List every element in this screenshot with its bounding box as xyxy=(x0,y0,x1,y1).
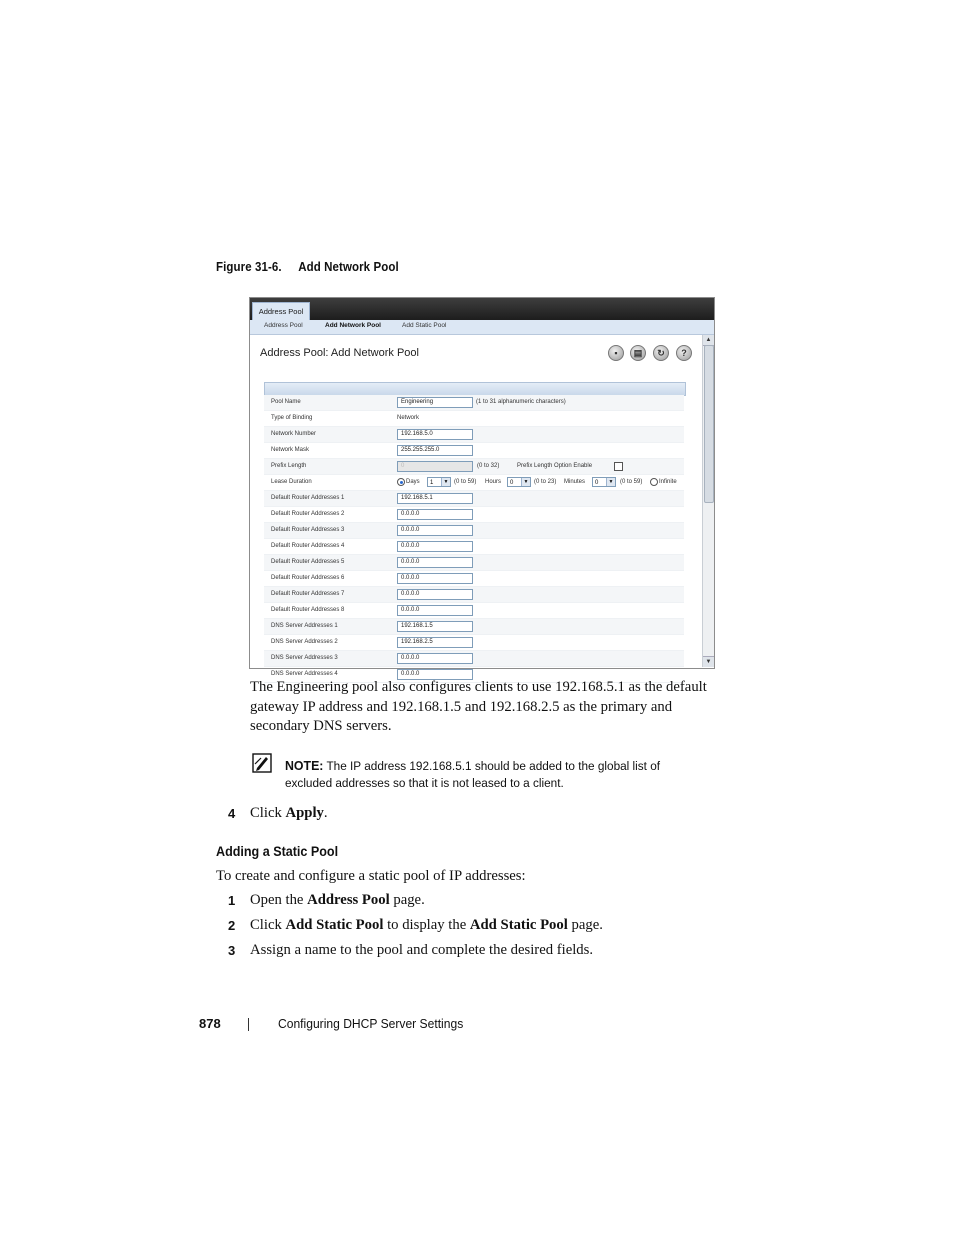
row-router-8 xyxy=(264,603,684,619)
form-table xyxy=(264,395,684,683)
step-number: 2 xyxy=(228,918,236,933)
router-2-input[interactable]: 0.0.0.0 xyxy=(397,509,473,520)
step-text: Open the Address Pool page. xyxy=(250,892,425,908)
footer-divider xyxy=(248,1018,249,1031)
pool-name-hint: (1 to 31 alphanumeric characters) xyxy=(476,399,566,405)
row-router-1 xyxy=(264,491,684,507)
router-6-input[interactable]: 0.0.0.0 xyxy=(397,573,473,584)
note-label: NOTE: xyxy=(285,758,324,773)
lease-minutes-range: (0 to 59) xyxy=(620,479,643,485)
prefix-length-label: Prefix Length xyxy=(271,463,307,469)
scroll-up-icon[interactable]: ▲ xyxy=(703,335,714,346)
pool-name-label: Pool Name xyxy=(271,399,301,405)
body-paragraph: The Engineering pool also configures clients to use 192.168.5.1 as the default gateway IP address and 192.168.1.5 and 192.168.2.5 as the primary and secondary DNS servers. xyxy=(250,679,707,734)
row-dns-2 xyxy=(264,635,684,651)
lease-hours-value: 0 xyxy=(510,480,514,486)
subtab-address-pool[interactable]: Address Pool xyxy=(264,322,303,329)
tab-address-pool[interactable]: Address Pool xyxy=(252,302,310,321)
row-network-mask xyxy=(264,443,684,459)
network-mask-input[interactable]: 255.255.255.0 xyxy=(397,445,473,456)
row-router-7 xyxy=(264,587,684,603)
refresh-icon[interactable]: ↻ xyxy=(653,345,669,361)
router-6-label: Default Router Addresses 6 xyxy=(271,575,345,581)
dns-1-label: DNS Server Addresses 1 xyxy=(271,623,338,629)
row-network-number xyxy=(264,427,684,443)
figure-caption: Figure 31-6. Add Network Pool xyxy=(216,260,399,274)
binding-value: Network xyxy=(397,415,420,421)
prefix-length-input[interactable]: 0 xyxy=(397,461,473,472)
save-icon[interactable]: ▪ xyxy=(608,345,624,361)
row-router-5 xyxy=(264,555,684,571)
router-5-label: Default Router Addresses 5 xyxy=(271,559,345,565)
router-4-label: Default Router Addresses 4 xyxy=(271,543,345,549)
print-icon[interactable]: ▤ xyxy=(630,345,646,361)
vertical-scrollbar[interactable] xyxy=(702,335,714,667)
row-router-2 xyxy=(264,507,684,523)
step-text: Click Add Static Pool to display the Add Static Pool page. xyxy=(250,917,603,933)
top-bar xyxy=(250,298,714,320)
lease-days-label: Days xyxy=(406,479,420,485)
row-lease-duration xyxy=(264,475,684,491)
note-body: The IP address 192.168.5.1 should be added to the global list of excluded addresses so that it is not leased to a client. xyxy=(285,759,661,790)
router-7-input[interactable]: 0.0.0.0 xyxy=(397,589,473,600)
prefix-option-label: Prefix Length Option Enable xyxy=(517,463,593,469)
row-router-4 xyxy=(264,539,684,555)
dns-2-label: DNS Server Addresses 2 xyxy=(271,639,338,645)
lease-days-range: (0 to 59) xyxy=(454,479,477,485)
row-dns-3 xyxy=(264,651,684,667)
router-3-input[interactable]: 0.0.0.0 xyxy=(397,525,473,536)
pool-name-input[interactable]: Engineering xyxy=(397,397,473,408)
lease-days-select[interactable] xyxy=(427,477,451,487)
lease-minutes-select[interactable] xyxy=(592,477,616,487)
router-3-label: Default Router Addresses 3 xyxy=(271,527,345,533)
lease-days-radio[interactable] xyxy=(397,478,405,486)
row-pool-name xyxy=(264,395,684,411)
subtab-add-static-pool[interactable]: Add Static Pool xyxy=(402,322,447,329)
dns-3-label: DNS Server Addresses 3 xyxy=(271,655,338,661)
row-dns-1 xyxy=(264,619,684,635)
note-pencil-icon xyxy=(252,753,272,773)
lease-duration-label: Lease Duration xyxy=(271,479,312,485)
content-panel xyxy=(250,335,702,677)
note-callout xyxy=(285,757,684,792)
page-number: 878 xyxy=(199,1016,221,1031)
chevron-down-icon: ▼ xyxy=(606,478,615,486)
binding-label: Type of Binding xyxy=(271,415,313,421)
dns-2-input[interactable]: 192.168.2.5 xyxy=(397,637,473,648)
subtab-add-network-pool[interactable]: Add Network Pool xyxy=(325,322,381,329)
page-title: Address Pool: Add Network Pool xyxy=(260,347,419,359)
dns-4-label: DNS Server Addresses 4 xyxy=(271,671,338,677)
intro-text: To create and configure a static pool of IP addresses: xyxy=(216,868,526,884)
step-text: Click Apply. xyxy=(250,805,328,821)
step-number: 1 xyxy=(228,893,236,908)
router-1-input[interactable]: 192.168.5.1 xyxy=(397,493,473,504)
step-number: 4 xyxy=(228,806,236,821)
lease-days-value: 1 xyxy=(430,480,434,486)
row-binding xyxy=(264,411,684,427)
lease-hours-select[interactable] xyxy=(507,477,531,487)
footer-chapter-title: Configuring DHCP Server Settings xyxy=(278,1016,464,1031)
network-mask-label: Network Mask xyxy=(271,447,310,453)
router-4-input[interactable]: 0.0.0.0 xyxy=(397,541,473,552)
router-8-input[interactable]: 0.0.0.0 xyxy=(397,605,473,616)
chevron-down-icon: ▼ xyxy=(521,478,530,486)
scroll-down-icon[interactable]: ▼ xyxy=(703,656,714,667)
router-8-label: Default Router Addresses 8 xyxy=(271,607,345,613)
router-5-input[interactable]: 0.0.0.0 xyxy=(397,557,473,568)
lease-hours-range: (0 to 23) xyxy=(534,479,557,485)
row-router-6 xyxy=(264,571,684,587)
help-icon[interactable]: ? xyxy=(676,345,692,361)
dns-3-input[interactable]: 0.0.0.0 xyxy=(397,653,473,664)
lease-hours-label: Hours xyxy=(485,479,502,485)
router-1-label: Default Router Addresses 1 xyxy=(271,495,345,501)
lease-minutes-value: 0 xyxy=(595,480,599,486)
add-network-pool-screenshot xyxy=(249,297,715,677)
step-number: 3 xyxy=(228,943,236,958)
lease-infinite-label: Infinite xyxy=(659,479,677,485)
form-table-header xyxy=(264,382,686,396)
dns-4-input[interactable]: 0.0.0.0 xyxy=(397,669,473,680)
network-number-input[interactable]: 192.168.5.0 xyxy=(397,429,473,440)
dns-1-input[interactable]: 192.168.1.5 xyxy=(397,621,473,632)
sub-tab-bar xyxy=(250,320,714,335)
prefix-length-range: (0 to 32) xyxy=(477,463,500,469)
row-prefix-length xyxy=(264,459,684,475)
router-2-label: Default Router Addresses 2 xyxy=(271,511,345,517)
step-text: Assign a name to the pool and complete the desired fields. xyxy=(250,942,594,958)
lease-minutes-label: Minutes xyxy=(564,479,586,485)
scrollbar-thumb[interactable] xyxy=(704,345,714,503)
row-router-3 xyxy=(264,523,684,539)
lease-infinite-radio[interactable] xyxy=(650,478,658,486)
network-number-label: Network Number xyxy=(271,431,317,437)
section-heading: Adding a Static Pool xyxy=(216,844,339,859)
chevron-down-icon: ▼ xyxy=(441,478,450,486)
prefix-option-checkbox[interactable] xyxy=(614,462,623,471)
router-7-label: Default Router Addresses 7 xyxy=(271,591,345,597)
